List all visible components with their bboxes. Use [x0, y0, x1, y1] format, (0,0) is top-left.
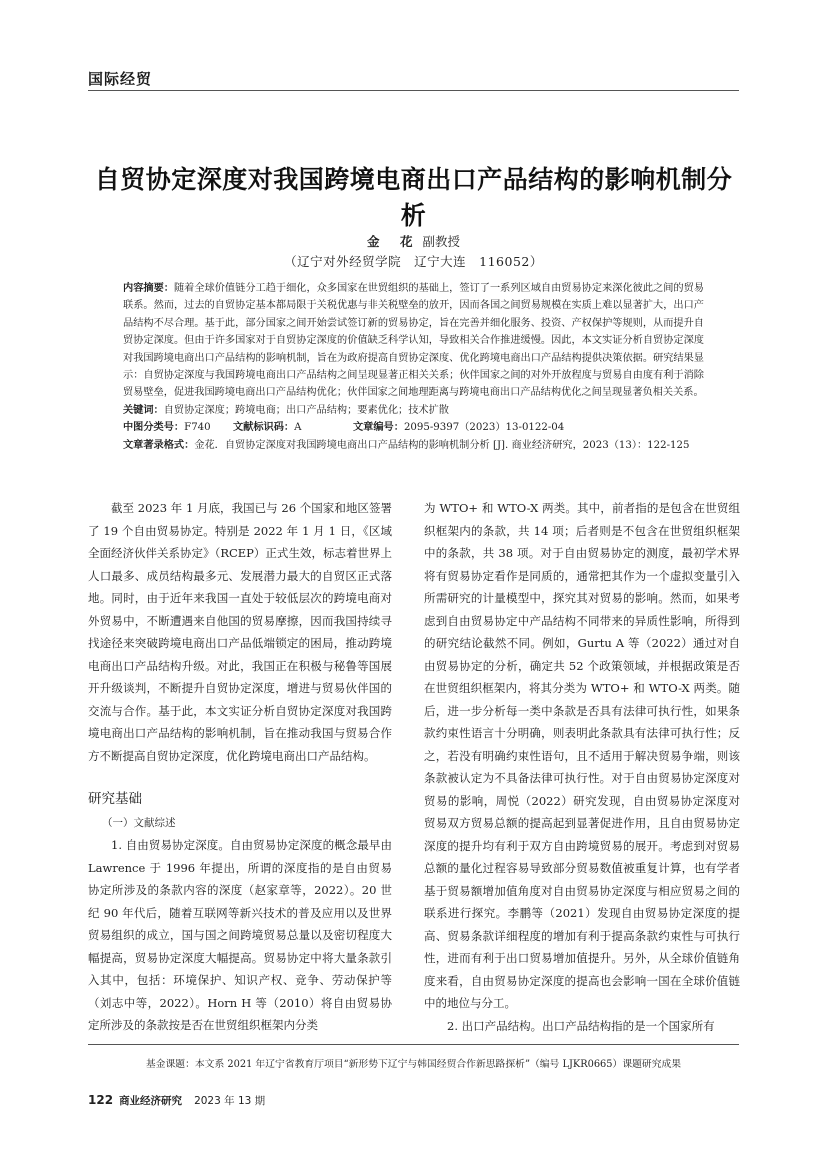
page-number: 122: [88, 1093, 114, 1107]
classification-row: [123, 419, 704, 436]
keywords-text: 自贸协定深度；跨境电商；出口产品结构；要素优化；技术扩散: [163, 404, 449, 416]
citation: [123, 437, 704, 454]
citation-label: 文章著录格式：: [123, 439, 195, 451]
author-title: 副教授: [422, 234, 461, 249]
abstract-text: 随着全球价值链分工趋于细化，众多国家在世贸组织的基础上，签订了一系列区域自由贸易协定来深化彼此之间的贸易联系。然而，过去的自贸协定基本都局限于关税优惠与非关税壁垒的放开，因而各国之间贸易规模在实质上难以显著扩大，出口产品结构不尽合理。基于此，部分国家之间开始尝试签订新的贸易协定，旨在完善并细化服务、投资、产权保护等规则，从而提升自贸协定深度。但由于许多国家对于自贸协定深度的价值缺乏科学认知，导致相关合作推进缓慢。因此，本文实证分析自贸协定深度对我国跨境电商出口产品结构的影响机制，旨在为政府提高自贸协定深度、优化跨境电商出口产品结构提供决策依据。研究结果显示：自贸协定深度与我国跨境电商出口产品结构之间呈现显著正相关关系；伙伴国家之间的对外开放程度与贸易自由度有利于消除贸易壁垒，促进我国跨境电商出口产品结构优化；伙伴国家之间地理距离与跨境电商出口产品结构优化之间呈现显著负相关关系。: [123, 283, 704, 399]
subsection-heading: （一）文献综述: [102, 816, 176, 829]
keywords: [123, 402, 704, 419]
page-footer: [88, 1093, 265, 1108]
clc-label: 中图分类号：: [123, 422, 185, 434]
body-paragraph: 2. 出口产品结构。出口产品结构指的是一个国家所有: [447, 1018, 715, 1033]
body-left-column: [88, 497, 392, 1037]
body-paragraph: 1. 自由贸易协定深度。自由贸易协定深度的概念最早由 Lawrence 于 1996 年提出，所谓的深度指的是自由贸易协定所涉及的条款内容的深度（赵家章等，2022）。20 世纪 90 年代后，随着互联网等新兴技术的普及应用以及世界贸易组织的成立，国与国之间跨境贸易总量以及密切程度大幅提高，贸易协定深度大幅提高。贸易协定中将大量条款引入其中，包括：环境保护、知识产权、竞争、劳动保护等（刘志中等，2022）。Horn H 等（2010）将自由贸易协定所涉及的条款按是否在世贸组织框架内分类: [88, 838, 392, 1032]
articleno-value: 2095-9397（2023）13-0122-04: [403, 422, 565, 434]
intro-paragraph: 截至 2023 年 1 月底，我国已与 26 个国家和地区签署了 19 个自由贸易协定。特别是 2022 年 1 月 1 日，《区域全面经济伙伴关系协定》（RCEP）正式生效，标志着世界上人口最多、成员结构最多元、发展潜力最大的自贸区正式落地。同时，由于近年来我国一直处于较低层次的跨境电商对外贸易中，不断遭遇来自他国的贸易摩擦，因而我国持续寻找途径来突破跨境电商出口产品低端锁定的困局，推动跨境电商出口产品结构升级。对此，我国正在积极与秘鲁等国展开升级谈判，不断提升自贸协定深度，增进与贸易伙伴国的交流与合作。基于此，本文实证分析自贸协定深度对我国跨境电商出口产品结构的影响机制，旨在推动我国与贸易合作方不断提高自贸协定深度，优化跨境电商出口产品结构。: [88, 501, 392, 763]
keywords-label: 关键词：: [123, 404, 164, 416]
body-paragraph: 为 WTO+ 和 WTO-X 两类。其中，前者指的是包含在世贸组织框架内的条款，共 14 项；后者则是不包含在世贸组织框架中的条款，共 38 项。对于自由贸易协定的测度，最初学术界将有贸易协定看作是同质的，通常把其作为一个虚拟变量引入所需研究的计量模型中，探究其对贸易的影响。然而，如果考虑到自由贸易协定中产品结构不同带来的异质性影响，所得到的研究结论截然不同。例如，Gurtu A 等（2022）通过对自由贸易协定的分析，确定共 52 个政策领域，并根据政策是否在世贸组织框架内，将其分类为 WTO+ 和 WTO-X 两类。随后，进一步分析每一类中条款是否具有法律可执行性，如果条款约束性语言十分明确，则表明此条款具有法律可执行性；反之，若没有明确约束性语句，且不适用于解决贸易争端，则该条款被认定为不具备法律可执行性。对于自由贸易协定深度对贸易的影响，周悦（2022）研究发现，自由贸易协定深度对贸易双方贸易总额的提高起到显著促进作用，且自由贸易协定深度的提升均有利于双方自由跨境贸易的展开。考虑到对贸易总额的量化过程容易导致部分贸易数值被重复计算，也有学者基于贸易额增加值角度对自由贸易协定深度与相应贸易之间的联系进行探究。李鹏等（2021）发现自由贸易协定深度的提高、贸易条款详细程度的增加有利于提高条款约束性与可执行性，进而有利于出口贸易增加值提升。另外，从全球价值链角度来看，自由贸易协定深度的提高也会影响一国在全球价值链中的地位与分工。: [424, 501, 740, 1010]
funding-note: 基金课题：本文系 2021 年辽宁省教育厅项目“新形势下辽宁与韩国经贸合作新思路探析”（编号 LJKR0665）课题研究成果: [145, 1059, 682, 1070]
author-name: 金 花: [366, 234, 417, 249]
journal-name: 商业经济研究: [119, 1095, 183, 1107]
top-rule: [88, 90, 739, 91]
articleno-label: 文章编号：: [353, 422, 404, 434]
body-right-column: [424, 497, 740, 1037]
citation-text: 金花．自贸协定深度对我国跨境电商出口产品结构的影响机制分析 [J]. 商业经济研究，2023（13）：122-125: [194, 439, 690, 451]
issue: 2023 年 13 期: [194, 1095, 266, 1107]
author-line: [88, 232, 739, 250]
section-label: 国际经贸: [88, 70, 153, 88]
article-title: 自贸协定深度对我国跨境电商出口产品结构的影响机制分析: [94, 165, 733, 230]
section-heading: 研究基础: [88, 791, 142, 807]
doccode-value: A: [294, 422, 302, 434]
doccode-label: 文献标识码：: [233, 422, 295, 434]
clc-value: F740: [184, 422, 211, 434]
abstract: [123, 280, 704, 402]
abstract-label: 内容摘要：: [123, 283, 174, 294]
bottom-rule: [88, 1044, 739, 1045]
affiliation: （辽宁对外经贸学院 辽宁大连 116052）: [284, 254, 543, 269]
abstract-block: [123, 280, 704, 454]
